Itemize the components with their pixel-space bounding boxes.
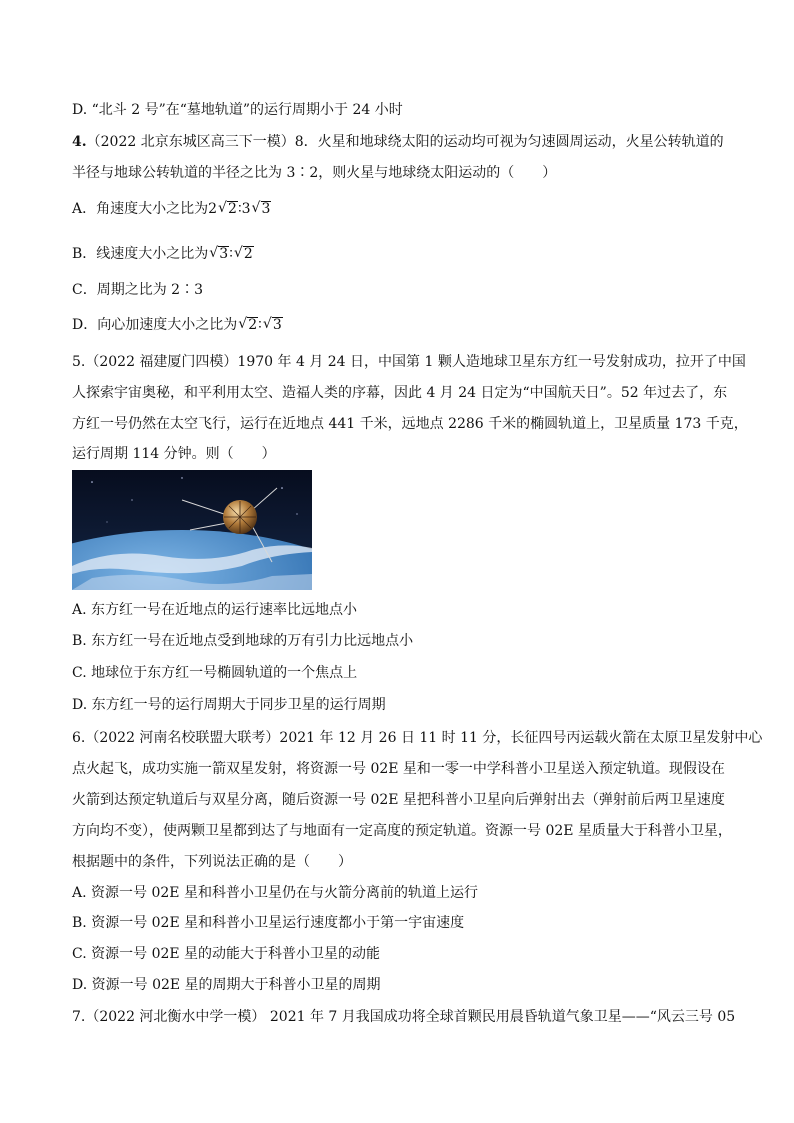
q4-option-b-text: B．线速度大小之比为 <box>72 246 209 262</box>
q5-option-d: D. 东方红一号的运行周期大于同步卫星的运行周期 <box>72 697 386 713</box>
q4-stem-line-1 <box>72 133 732 151</box>
sqrt-symbol <box>234 245 254 263</box>
q5-option-a: A. 东方红一号在近地点的运行速率比远地点小 <box>72 602 358 618</box>
sqrt-symbol <box>238 316 258 334</box>
q4-option-d <box>72 316 732 334</box>
q5-stem-line-2: 人探索宇宙奥秘，和平利用太空、造福人类的序幕，因此 4 月 24 日定为“中国航天日”。52 年过去了，东 <box>72 385 728 401</box>
q4-option-a-ratio: ∶3 <box>237 201 251 217</box>
q6-option-a: A. 资源一号 02E 星和科普小卫星仍在与火箭分离前的轨道上运行 <box>72 885 478 901</box>
q4-option-a-radicand-2: 3 <box>261 201 271 217</box>
q4-option-b-radicand-1: 3 <box>219 246 229 262</box>
q6-stem-line-5: 根据题中的条件，下列说法正确的是（ ） <box>72 854 352 870</box>
q4-option-a <box>72 200 732 218</box>
sqrt-symbol <box>209 245 229 263</box>
satellite-photo <box>72 470 312 590</box>
q4-stem-text-1: （2022 北京东城区高三下一模）8．火星和地球绕太阳的运动均可视为匀速圆周运动，火星公转轨道的 <box>86 134 724 150</box>
sqrt-symbol <box>263 316 283 334</box>
q4-option-b-ratio: ∶ <box>229 246 233 262</box>
q6-option-b: B. 资源一号 02E 星和科普小卫星运行速度都小于第一宇宙速度 <box>72 915 465 931</box>
q5-option-b: B. 东方红一号在近地点受到地球的万有引力比远地点小 <box>72 633 414 649</box>
q5-stem-line-3: 方红一号仍然在太空飞行，运行在近地点 441 千米，远地点 2286 千米的椭圆轨道上，卫星质量 173 千克， <box>72 416 748 432</box>
q4-option-b <box>72 245 732 263</box>
q7-stem-line-1: 7.（2022 河北衡水中学一模） 2021 年 7 月我国成功将全球首颗民用晨昏轨道气象卫星——“风云三号 05 <box>72 1009 736 1025</box>
q4-option-c: C．周期之比为 2∶3 <box>72 282 203 298</box>
q5-stem-line-4: 运行周期 114 分钟。则（ ） <box>72 446 276 462</box>
q4-option-d-radicand-2: 3 <box>272 317 282 333</box>
q3-option-d: D. “北斗 2 号”在“墓地轨道”的运行周期小于 24 小时 <box>72 102 403 118</box>
q4-option-d-text: D．向心加速度大小之比为 <box>72 317 238 333</box>
q6-stem-line-2: 点火起飞，成功实施一箭双星发射，将资源一号 02E 星和一零一中学科普小卫星送入预定轨道。现假设在 <box>72 761 725 777</box>
q4-option-d-radicand-1: 2 <box>248 317 258 333</box>
q5-option-c: C. 地球位于东方红一号椭圆轨道的一个焦点上 <box>72 665 358 681</box>
q4-number: 4. <box>72 134 87 150</box>
sqrt-symbol <box>218 200 238 218</box>
q6-option-c: C. 资源一号 02E 星的动能大于科普小卫星的动能 <box>72 946 381 962</box>
q4-option-a-text: A．角速度大小之比为 <box>72 201 209 217</box>
q4-option-d-ratio: ∶ <box>258 317 262 333</box>
q4-option-b-radicand-2: 2 <box>243 246 253 262</box>
q6-option-d: D. 资源一号 02E 星的周期大于科普小卫星的周期 <box>72 977 381 993</box>
q4-option-a-radicand-1: 2 <box>228 201 237 217</box>
q4-option-a-coef: 2 <box>208 201 218 217</box>
q4-stem-line-2: 半径与地球公转轨道的半径之比为 3∶2，则火星与地球绕太阳运动的（ ） <box>72 165 557 181</box>
q6-stem-line-3: 火箭到达预定轨道后与双星分离，随后资源一号 02E 星把科普小卫星向后弹射出去（弹射前后两卫星速度 <box>72 792 725 808</box>
q6-stem-line-1: 6.（2022 河南名校联盟大联考）2021 年 12 月 26 日 11 时 11 分，长征四号丙运载火箭在太原卫星发射中心 <box>72 730 763 746</box>
q5-stem-line-1: 5.（2022 福建厦门四模）1970 年 4 月 24 日，中国第 1 颗人造地球卫星东方红一号发射成功，拉开了中国 <box>72 354 746 370</box>
sqrt-symbol <box>252 200 272 218</box>
q6-stem-line-4: 方向均不变），使两颗卫星都到达了与地面有一定高度的预定轨道。资源一号 02E 星质量大于科普小卫星， <box>72 823 732 839</box>
